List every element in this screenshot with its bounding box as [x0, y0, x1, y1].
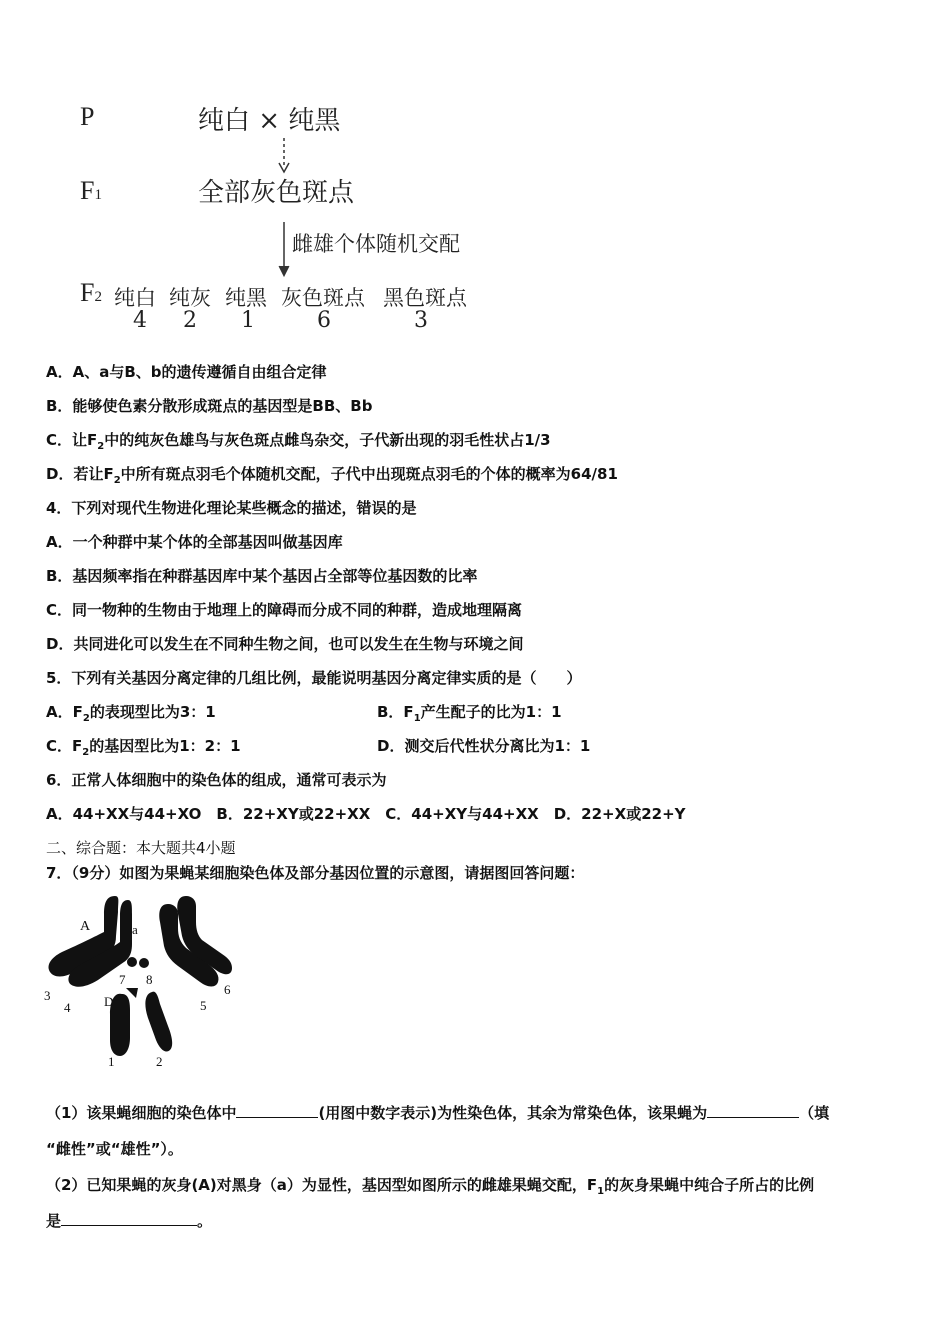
- q3-option-c: C．让$F_2$中的纯灰色雄鸟与灰色斑点雌鸟杂交，子代新出现的羽毛性状占1/3: [46, 431, 551, 452]
- answer-blank-sex[interactable]: [707, 1103, 799, 1118]
- chromosome-number: 2: [156, 1054, 163, 1069]
- section-heading: 二、综合题：本大题共4小题: [46, 839, 236, 857]
- f2-phenotype: 灰色斑点: [281, 286, 365, 310]
- gene-label-a-upper: A: [80, 919, 91, 934]
- q7-part2-line1: （2）已知果蝇的灰身(A)对黑身（a）为显性，基因型如图所示的雌雄果蝇交配，$F_1$的灰身果蝇中纯合子所占的比例: [46, 1176, 815, 1197]
- answer-blank-sex-chromosomes[interactable]: [236, 1103, 318, 1118]
- f2-generation-label: F2: [80, 278, 102, 307]
- q3-option-a: A．A、a与B、b的遗传遵循自由组合定律: [46, 363, 327, 381]
- p-generation-label: P: [80, 102, 95, 131]
- parental-cross: 纯白 × 纯黑: [198, 106, 341, 136]
- chromosome-8: [139, 958, 149, 968]
- mating-note: 雌雄个体随机交配: [292, 232, 460, 256]
- q4-stem: 4．下列对现代生物进化理论某些概念的描述，错误的是: [46, 499, 417, 517]
- f2-count: 3: [414, 308, 428, 333]
- q7-part2-line2: 是 。: [46, 1212, 213, 1230]
- q6-stem: 6．正常人体细胞中的染色体的组成，通常可表示为: [46, 771, 387, 789]
- chromosome-2: [145, 992, 172, 1052]
- answer-blank-ratio[interactable]: [61, 1211, 197, 1226]
- dotted-arrow: [270, 136, 300, 176]
- q4-option-b: B．基因频率指在种群基因库中某个基因占全部等位基因数的比率: [46, 567, 478, 585]
- q7-part1-line1: （1）该果蝇细胞的染色体中 (用图中数字表示)为性染色体，其余为常染色体，该果蝇为 （填: [46, 1104, 830, 1122]
- q5-option-b: B．$F_1$产生配子的比为1：1: [377, 703, 562, 724]
- chromosome-number: 7: [119, 972, 126, 987]
- f2-count: 2: [183, 308, 197, 333]
- q3-option-b: B．能够使色素分散形成斑点的基因型是BB、Bb: [46, 397, 373, 415]
- gene-label-a-lower: a: [132, 922, 138, 937]
- q7-part1-line2: “雌性”或“雄性”）。: [46, 1140, 183, 1158]
- q5-option-a: A．$F_2$的表现型比为3：1: [46, 703, 216, 724]
- q4-option-d: D．共同进化可以发生在不同种生物之间，也可以发生在生物与环境之间: [46, 635, 524, 653]
- chromosome-number: 1: [108, 1054, 115, 1069]
- chromosome-1-tip: [126, 988, 138, 998]
- q5-stem: 5．下列有关基因分离定律的几组比例，最能说明基因分离定律实质的是（ ）: [46, 669, 582, 687]
- f2-count: 4: [133, 308, 147, 333]
- chromosome-number: 3: [44, 988, 51, 1003]
- q4-option-c: C．同一物种的生物由于地理上的障碍而分成不同的种群，造成地理隔离: [46, 601, 523, 619]
- chromosome-7: [127, 957, 137, 967]
- chromosome-number: 8: [146, 972, 153, 987]
- chromosome-number: 5: [200, 998, 207, 1013]
- gene-label-d: D: [104, 994, 114, 1009]
- q4-option-a: A．一个种群中某个体的全部基因叫做基因库: [46, 533, 343, 551]
- q7-stem: 7．（9分）如图为果蝇某细胞染色体及部分基因位置的示意图，请据图回答问题：: [46, 864, 585, 882]
- q3-option-d: D．若让$F_2$中所有斑点羽毛个体随机交配，子代中出现斑点羽毛的个体的概率为64/81: [46, 465, 618, 486]
- q5-option-c: C．$F_2$的基因型比为1：2：1: [46, 737, 241, 758]
- q5-option-d: D．测交后代性状分离比为1：1: [377, 737, 591, 755]
- chromosome-number: 6: [224, 982, 231, 997]
- f2-count: 1: [241, 308, 255, 333]
- f2-count: 6: [317, 308, 331, 333]
- f2-phenotype: 纯黑: [225, 286, 267, 310]
- f2-phenotype: 纯白: [114, 286, 156, 310]
- chromosome-figure: [40, 890, 240, 1072]
- f2-phenotype: 纯灰: [169, 286, 211, 310]
- f1-generation-label: F1: [80, 176, 102, 205]
- f1-result: 全部灰色斑点: [198, 178, 355, 208]
- f2-phenotype: 黑色斑点: [383, 286, 467, 310]
- q6-options: A．44+XX与44+XO B．22+XY或22+XX C．44+XY与44+XX D．22+X或22+Y: [46, 805, 686, 823]
- chromosome-number: 4: [64, 1000, 71, 1015]
